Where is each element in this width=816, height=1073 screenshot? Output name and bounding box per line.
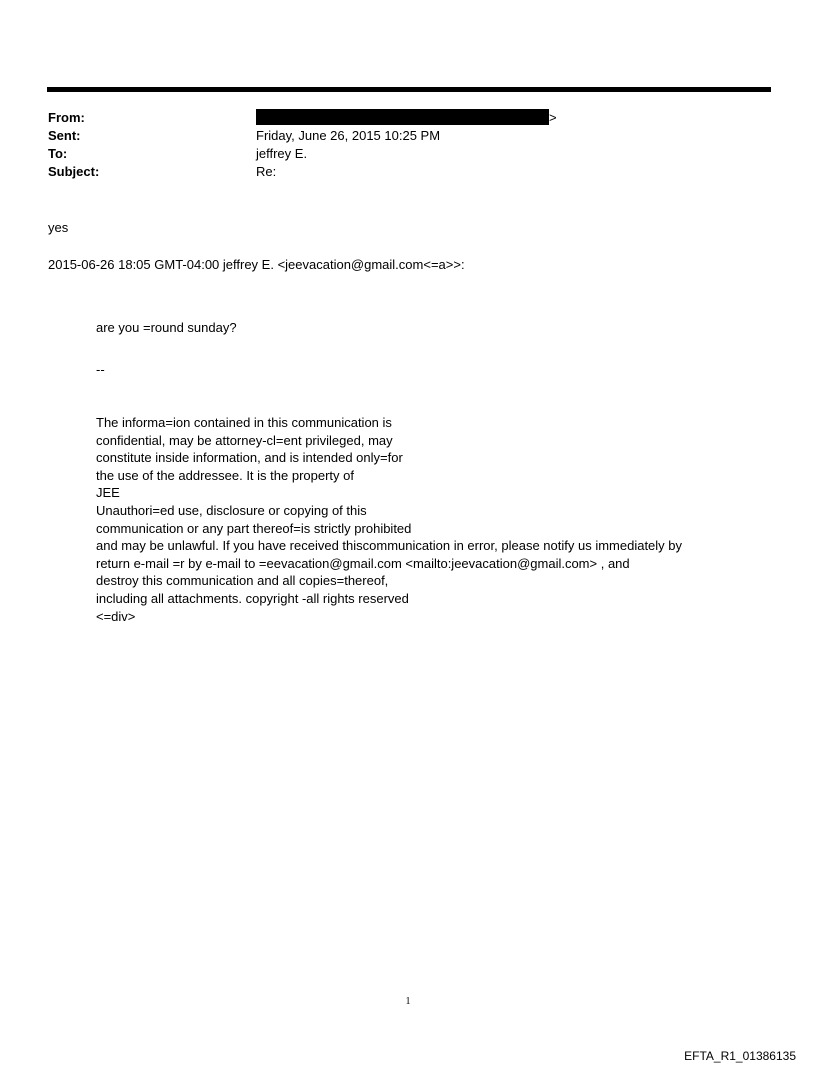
disclaimer-line: The informa=ion contained in this communication is	[96, 415, 392, 430]
subject-row	[48, 163, 748, 181]
disclaimer-line: Unauthori=ed use, disclosure or copying of this	[96, 502, 367, 518]
to-value: jeffrey E.	[256, 146, 308, 161]
disclaimer-line: communication or any part thereof=is strictly prohibited	[96, 520, 412, 536]
sent-row	[48, 127, 748, 145]
disclaimer-line: the use of the addressee. It is the property of	[96, 467, 354, 483]
from-value-suffix: >	[549, 110, 557, 125]
email-header	[48, 109, 748, 181]
from-value	[256, 109, 557, 127]
from-label: From:	[48, 110, 85, 125]
sent-value: Friday, June 26, 2015 10:25 PM	[256, 128, 441, 143]
disclaimer-line: <=div>	[96, 608, 136, 624]
reply-text: yes	[48, 220, 69, 235]
disclaimer-line: including all attachments. copyright -all rights reserved	[96, 590, 409, 606]
subject-label: Subject:	[48, 164, 100, 179]
confidentiality-disclaimer	[96, 414, 682, 625]
to-row	[48, 145, 748, 163]
disclaimer-line: destroy this communication and all copies=thereof,	[96, 573, 389, 589]
signature-separator: --	[96, 362, 105, 377]
redaction-block	[256, 109, 549, 125]
subject-value: Re:	[256, 164, 277, 179]
disclaimer-line: return e-mail =r by e-mail to =eevacation@gmail.com <mailto:jeevacation@gmail.com> , and	[96, 555, 630, 571]
to-label: To:	[48, 146, 68, 161]
disclaimer-line: JEE	[96, 485, 120, 501]
quote-attribution: 2015-06-26 18:05 GMT-04:00 jeffrey E. <jeevacation@gmail.com<=a>>:	[48, 257, 465, 272]
from-row	[48, 109, 748, 127]
bates-number: EFTA_R1_01386135	[684, 1049, 796, 1063]
disclaimer-line: and may be unlawful. If you have received thiscommunication in error, please notify us immediately by	[96, 538, 683, 554]
quoted-message: are you =round sunday?	[96, 320, 237, 335]
sent-label: Sent:	[48, 128, 81, 143]
disclaimer-line: constitute inside information, and is intended only=for	[96, 450, 403, 466]
disclaimer-line: confidential, may be attorney-cl=ent privileged, may	[96, 432, 393, 448]
page-number: 1	[405, 996, 411, 1007]
header-divider	[47, 87, 771, 92]
